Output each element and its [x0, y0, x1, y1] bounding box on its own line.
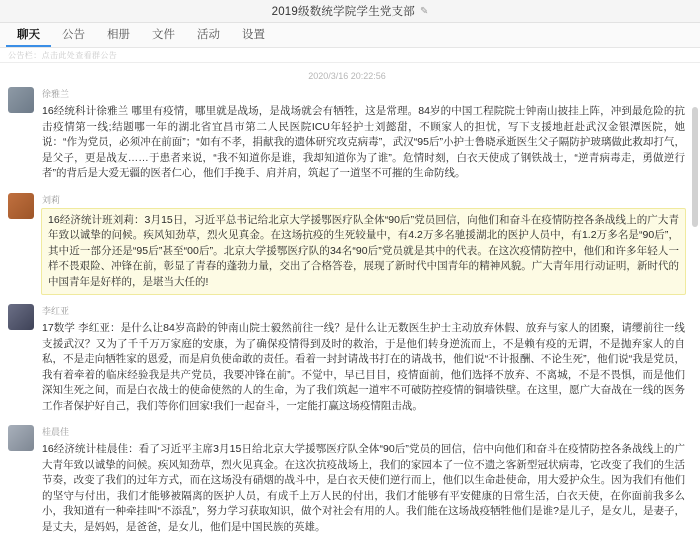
- title-bar: [0, 0, 700, 23]
- group-title: 2019级数统学院学生党支部: [271, 6, 415, 18]
- avatar[interactable]: [8, 304, 34, 330]
- scrollbar-thumb[interactable]: [692, 107, 698, 227]
- message-body: [41, 304, 686, 416]
- avatar[interactable]: [8, 87, 34, 113]
- message-body: [41, 425, 686, 537]
- avatar[interactable]: [8, 193, 34, 219]
- message-body: [41, 87, 686, 184]
- message-list[interactable]: [0, 63, 700, 550]
- tab-files[interactable]: 文件: [152, 29, 175, 41]
- message-text: 16经统科计徐雅兰 哪里有疫情，哪里就是战场，是战场就会有牺牲，这是常理。84岁的中国工程院院士钟南山披挂上阵，冲到最危险的抗击疫情第一线;结题哪一年的湖北省宜昌市第二人民医院ICU年轻护士刘懿甜，不顾家人的担忧，写下支援地赶赴武汉金银潭医院，她说：“作为党员，必须冲在前面”；“如有不孝，捐献我的遗体研究攻克病毒”，武汉“95后”小护士鲁晓承逝医生父子隔防护玻璃做此救却打气，是父子，更是战友……于患者来说，“我不知道你是谁，我却知道你为了谁”。危情时刻，白衣天使成了钢铁战士，“逆青病毒走，勇做逆行者”的背后是大爱无疆的医者仁心，他们手挽手、肩并肩，筑起了一道坚不可摧的生命防线。: [41, 102, 686, 184]
- tab-album[interactable]: 相册: [107, 29, 130, 41]
- avatar[interactable]: [8, 425, 34, 451]
- announcement-text: 公告栏：点击此处查看群公告: [8, 50, 118, 60]
- message-item: [8, 425, 686, 537]
- tab-activities[interactable]: 活动: [197, 29, 220, 41]
- message-text: 16经济统计班刘莉：3月15日，习近平总书记给北京大学援鄂医疗队全体“90后”党员回信，向他们和奋斗在疫情防控各条战线上的广大青年致以诚挚的问候。疾风知劲草，烈火见真金。在这场抗疫的生死较量中，有4.2万多名驰援湖北的医护人员中，有1.2万多名是“90后”，其中近一部分还是“95后”甚至“00后”。北京大学援鄂医疗队的34名“90后”党员就是其中的代表。在这次疫情防控中，他们和许多年轻人一样不畏艰险、冲锋在前，彰显了青春的蓬勃力量，交出了合格答卷，展现了新时代中国青年的精神风貌。广大青年用行动证明，新时代的中国青年是好样的，是堪当大任的!: [41, 208, 686, 296]
- announcement-bar[interactable]: [0, 48, 700, 63]
- message-sender: 桂晨佳: [42, 427, 70, 437]
- message-sender: 李红亚: [42, 306, 70, 316]
- message-text: 16经济统计桂晨佳：看了习近平主席3月15日给北京大学援鄂医疗队全体“90后”党员的回信，信中向他们和奋斗在疫情防控各条战线上的广大青年致以诚挚的问候。疾风知劲草，烈火见真金。在这次抗疫战场上，我们的家园本了一位不遗之客新型冠状病毒，它改变了我们的生活节奏，改变了我们的过年方式，而在这场没有硝烟的战斗中，是白衣天使们逆行而上，他们以生命赴使命，用大爱护众生。因为我们有他们的坚守与付出，我们才能够被隔离的医护人员，有成千上万人民的付出，我们才能够有平安健康的日常生活，白衣天使，在你面前我多么小，我知道有一种牵挂叫“不添乱”，努力学习获取知识，做个对社会有用的人。我们能在这场战疫牺牲他们是谁?是儿子，是女儿，是妻子，是丈夫，是妈妈，是爸爸，是女儿，他们是中国民族的英雄。: [41, 440, 686, 537]
- message-sender: 刘莉: [42, 194, 61, 205]
- message-body: [41, 193, 686, 296]
- tab-settings[interactable]: 设置: [242, 29, 265, 41]
- timestamp: 2020/3/16 20:22:56: [308, 71, 386, 81]
- message-item: [8, 193, 686, 296]
- message-item: [8, 87, 686, 184]
- message-sender: 徐雅兰: [42, 89, 70, 99]
- tab-chat[interactable]: 聊天: [6, 23, 51, 47]
- tab-bar: [0, 23, 700, 48]
- vertical-scrollbar[interactable]: [692, 67, 698, 546]
- edit-icon[interactable]: ✎: [420, 5, 429, 17]
- tab-announcements[interactable]: 公告: [62, 29, 85, 41]
- message-text: 17数学 李红亚：是什么让84岁高龄的钟南山院士毅然前往一线？是什么让无数医生护士主动放弃休假、放弃与家人的团聚，请缨前往一线支援武汉？又为了千千万万家庭的安康，为了确保疫情得到及时的救治，于是他们转身逆流而上，不是赖有疫的无谓，不是抛弃家人的自私，不是走向牺牲家的恩爱，而是肩负使命敢的责任。看着一封封请战书打在的请战书，他们说“不计报酬、不论生死”，他们说“我是党员，我有着牵着的临床经验我是共产党员，我要冲锋在前”。不觉中，早已目目，疫情面前，他们选择不放弃、不离城，不是不畏惧，而是他们深知生死之间，而是白衣战士的使命使然的人的生命，为了我们筑起一道牢不可破防控疫情的铜墙铁壁。在这里，愿广大奋战在一线的医务工作者保护好自己，我们等你们回家!我们一起奋斗，一定能打赢这场疫情阻击战。: [41, 319, 686, 416]
- message-item: [8, 304, 686, 416]
